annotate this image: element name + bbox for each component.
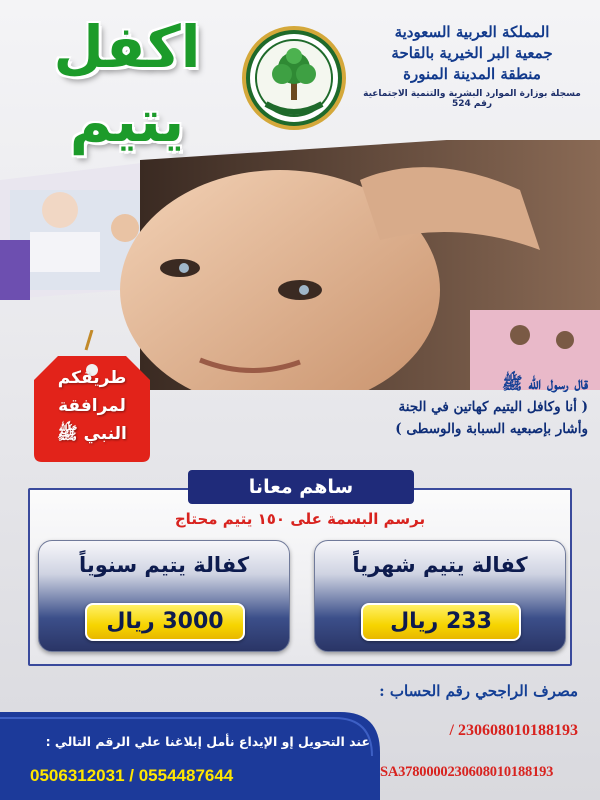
hadith-quote bbox=[168, 372, 588, 440]
hadith-text-1: ( أنا وكافل اليتيم كهاتين في الجنة bbox=[398, 399, 588, 415]
yearly-label: كفالة يتيم سنوياً bbox=[78, 553, 250, 577]
contact-ribbon bbox=[0, 712, 380, 800]
monthly-label: كفالة يتيم شهرياً bbox=[352, 553, 528, 577]
organization-header bbox=[362, 22, 582, 109]
monthly-sponsorship-card bbox=[314, 540, 566, 652]
contact-phones: 0506312031 / 0554487644 bbox=[30, 766, 234, 785]
yearly-sponsorship-card bbox=[38, 540, 290, 652]
tag-line-3: النبي ﷺ bbox=[57, 424, 127, 444]
campaign-title bbox=[32, 10, 222, 158]
account-number: / 230608010188193 bbox=[449, 722, 578, 739]
bank-title: مصرف الراجحي رقم الحساب : bbox=[379, 682, 578, 700]
monthly-price: 233 ريال bbox=[361, 603, 521, 641]
iban-number: SA3780000230608010188193 bbox=[380, 764, 554, 780]
contribute-subtitle: برسم البسمة على ١٥٠ يتيم محتاج bbox=[174, 510, 426, 528]
association-logo bbox=[242, 26, 346, 130]
contribute-title: ساهم معانا bbox=[188, 470, 414, 504]
tree-logo-icon bbox=[246, 30, 342, 126]
registration-note: مسجلة بوزارة الموارد البشرية والتنمية الاجتماعية رقم 524 bbox=[363, 89, 581, 109]
tag-message bbox=[34, 364, 150, 448]
tag-line-2: لمرافقة bbox=[58, 396, 126, 416]
org-line-country: المملكة العربية السعودية bbox=[394, 23, 550, 41]
tag-line-1: طريقكم bbox=[57, 368, 127, 388]
title-line-orphan: يتيم bbox=[69, 87, 185, 155]
title-line-sponsor: اكفل bbox=[53, 13, 201, 81]
org-line-region: منطقة المدينة المنورة bbox=[403, 65, 541, 83]
hadith-intro: قال رسول الله ﷺ bbox=[501, 374, 588, 394]
transfer-instruction: عند التحويل إو الإيداع نأمل إبلاغنا علي الرقم التالي : bbox=[45, 734, 370, 749]
org-line-association: جمعية البر الخيرية بالقاحة bbox=[391, 44, 553, 62]
hadith-text-2: وأشار بإصبعيه السبابة والوسطى ) bbox=[395, 421, 588, 437]
yearly-price: 3000 ريال bbox=[85, 603, 245, 641]
